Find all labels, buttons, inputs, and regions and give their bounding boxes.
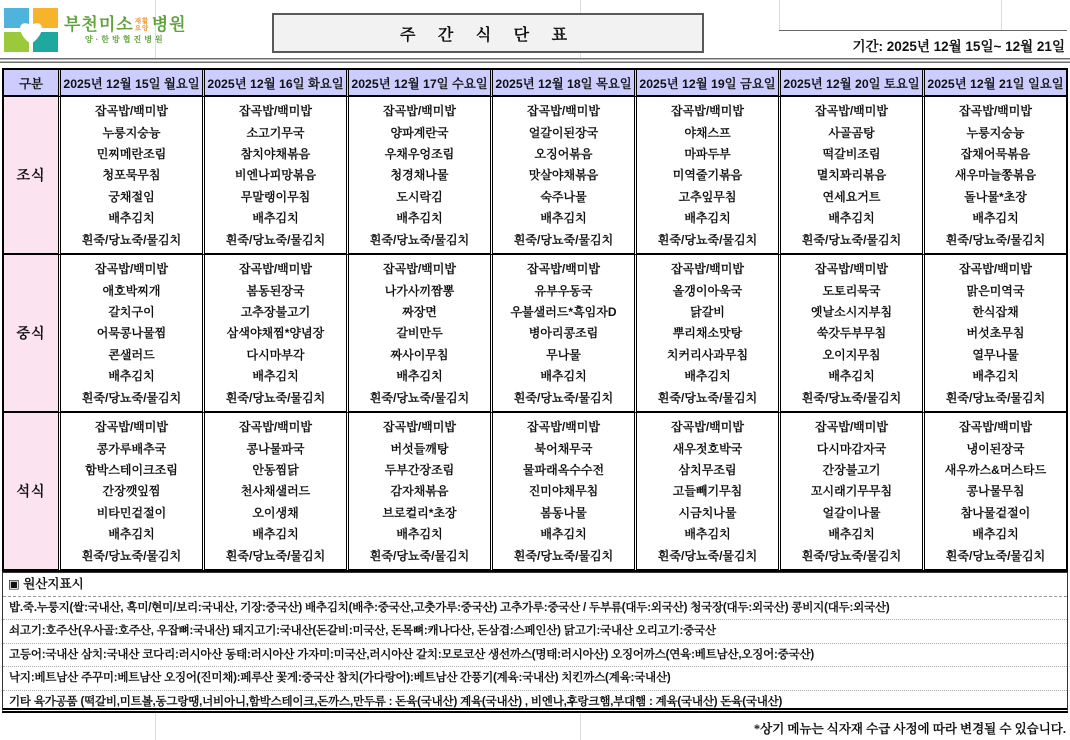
menu-cell: [202, 97, 346, 255]
menu-cell: [634, 97, 778, 255]
menu-item: 고들빼기무침: [672, 484, 743, 499]
origin-line: 밥.죽.누룽지(쌀:국내산, 흑미/현미/보리:국내산, 기장:중국산) 배추김치(배추:중국산,고춧가루:중국산) 고추가루:중국산 / 두부류(대두:외국산) 청국장(대두:외국산) 콩비지(대두:외국산): [3, 597, 1067, 620]
menu-item: 흰죽/당뇨죽/물김치: [801, 390, 902, 405]
menu-item: 열무나물: [972, 347, 1019, 362]
menu-item: 배추김치: [540, 369, 587, 384]
menu-item: 야채스프: [684, 125, 731, 140]
menu-item: 배추김치: [396, 369, 443, 384]
menu-cell: [58, 413, 202, 571]
hospital-logo: [4, 8, 187, 52]
menu-item: 잡곡밥/백미밥: [815, 104, 888, 119]
menu-item: 무말랭이무침: [240, 189, 311, 204]
menu-item: 시금치나물: [678, 505, 737, 520]
menu-item: 잡곡밥/백미밥: [95, 420, 168, 435]
menu-item: 다시마부각: [246, 347, 305, 362]
menu-item: 뿌리채소맛탕: [672, 326, 743, 341]
menu-item: 청경채나물: [390, 168, 449, 183]
menu-item: 우불샐러드*흑임자D: [510, 305, 617, 320]
menu-cell: [922, 255, 1066, 413]
menu-item: 새우젓호박국: [672, 441, 743, 456]
menu-item: 다시마감자국: [816, 441, 887, 456]
menu-cell: [778, 97, 922, 255]
origin-line: 낙지:베트남산 주꾸미:베트남산 오징어(진미채):페루산 꽃게:중국산 참치(가다랑어):베트남산 간풍기(계육:국내산) 치킨까스(계육:국내산): [3, 667, 1067, 690]
menu-item: 흰죽/당뇨죽/물김치: [945, 232, 1046, 247]
menu-item: 치커리사과무침: [666, 347, 749, 362]
origin-title: ▣ 원산지표시: [3, 573, 1067, 597]
menu-item: 잡채어묵볶음: [960, 147, 1031, 162]
menu-cell: [490, 255, 634, 413]
meal-row-label: 중식: [4, 255, 58, 413]
menu-item: 배추김치: [108, 369, 155, 384]
menu-item: 애호박찌개: [102, 283, 161, 298]
origin-line: 쇠고기:호주산(우사골:호주산, 우잡뼈:국내산) 돼지고기:국내산(돈갈비:미국산, 돈목뼈:캐나다산, 돈삼겹:스페인산) 닭고기:국내산 오리고기:중국산: [3, 620, 1067, 643]
menu-item: 짜장면: [402, 305, 437, 320]
day-header: 2025년 12월 21일 일요일: [922, 70, 1066, 97]
menu-item: 연세요거트: [822, 189, 881, 204]
menu-item: 고추장불고기: [240, 305, 311, 320]
menu-item: 북어채무국: [534, 441, 593, 456]
menu-item: 잡곡밥/백미밥: [671, 262, 744, 277]
menu-item: 봄동나물: [540, 505, 587, 520]
menu-item: 짜사이무침: [390, 347, 449, 362]
menu-item: 미역줄기볶음: [672, 168, 743, 183]
menu-item: 잡곡밥/백미밥: [527, 104, 600, 119]
menu-item: 배추김치: [684, 369, 731, 384]
menu-cell: [58, 97, 202, 255]
menu-item: 꼬시래기무무침: [810, 484, 893, 499]
menu-item: 천사채샐러드: [240, 484, 311, 499]
hospital-name-suffix: 병원: [151, 14, 187, 34]
menu-item: 배추김치: [972, 211, 1019, 226]
day-header: 2025년 12월 16일 화요일: [202, 70, 346, 97]
menu-item: 나가사끼짬뽕: [384, 283, 455, 298]
menu-item: 안동찜닭: [252, 463, 299, 478]
menu-item: 누룽지숭늉: [966, 125, 1025, 140]
menu-item: 소고기무국: [246, 125, 305, 140]
menu-item: 흰죽/당뇨죽/물김치: [513, 548, 614, 563]
menu-item: 흰죽/당뇨죽/물김치: [945, 548, 1046, 563]
menu-item: 간장깻잎찜: [102, 484, 161, 499]
menu-item: 흰죽/당뇨죽/물김치: [369, 232, 470, 247]
gridline: [155, 713, 156, 740]
menu-item: 삼치무조림: [678, 463, 737, 478]
menu-cell: [490, 97, 634, 255]
menu-item: 잡곡밥/백미밥: [959, 104, 1032, 119]
hospital-name-small: 재활요양: [134, 17, 150, 32]
menu-item: 진미야채무침: [528, 484, 599, 499]
menu-cell: [922, 413, 1066, 571]
menu-item: 배추김치: [828, 369, 875, 384]
period-label: 기간: 2025년 12월 15일~ 12월 21일: [779, 30, 1067, 58]
menu-cell: [634, 255, 778, 413]
menu-item: 간장불고기: [822, 463, 881, 478]
menu-item: 콘샐러드: [108, 347, 155, 362]
menu-item: 갈치구이: [108, 305, 155, 320]
menu-item: 흰죽/당뇨죽/물김치: [225, 390, 326, 405]
menu-item: 잡곡밥/백미밥: [239, 104, 312, 119]
menu-item: 배추김치: [108, 527, 155, 542]
menu-item: 흰죽/당뇨죽/물김치: [81, 232, 182, 247]
gridline: [580, 713, 581, 740]
menu-item: 누룽지숭늉: [102, 125, 161, 140]
origin-line: 고등어:국내산 삼치:국내산 코다리:러시아산 동태:러시아산 가자미:미국산,러시아산 갈치:모로코산 생선까스(명태:러시아산) 오징어까스(연육:베트남산,오징어:중국산): [3, 644, 1067, 667]
menu-item: 갈비만두: [396, 326, 443, 341]
menu-item: 새우까스&머스타드: [944, 463, 1047, 478]
menu-item: 배추김치: [252, 369, 299, 384]
menu-item: 배추김치: [828, 527, 875, 542]
menu-item: 잡곡밥/백미밥: [959, 420, 1032, 435]
menu-item: 새우마늘쫑볶음: [954, 168, 1037, 183]
menu-item: 흰죽/당뇨죽/물김치: [369, 548, 470, 563]
menu-item: 흰죽/당뇨죽/물김치: [225, 548, 326, 563]
table-corner-label: 구분: [4, 70, 58, 97]
menu-item: 맑은미역국: [966, 283, 1025, 298]
menu-item: 배추김치: [252, 527, 299, 542]
menu-item: 배추김치: [396, 527, 443, 542]
menu-cell: [58, 255, 202, 413]
hospital-name-block: [64, 16, 187, 44]
menu-cell: [778, 255, 922, 413]
menu-item: 감자채볶음: [390, 484, 449, 499]
origin-lines: [3, 597, 1067, 713]
menu-item: 잡곡밥/백미밥: [671, 104, 744, 119]
menu-item: 얼갈이나물: [822, 505, 881, 520]
menu-item: 오이지무침: [822, 347, 881, 362]
page-title: 주 간 식 단 표: [272, 13, 704, 53]
menu-cell: [202, 255, 346, 413]
menu-item: 어묵콩나물찜: [96, 326, 167, 341]
menu-item: 배추김치: [684, 211, 731, 226]
menu-item: 도토리묵국: [822, 283, 881, 298]
menu-item: 쑥갓두부무침: [816, 326, 887, 341]
menu-item: 떡갈비조림: [822, 147, 881, 162]
menu-item: 잡곡밥/백미밥: [671, 420, 744, 435]
menu-cell: [346, 97, 490, 255]
menu-item: 두부간장조림: [384, 463, 455, 478]
header-divider: [0, 58, 1070, 63]
menu-item: 무나물: [546, 347, 581, 362]
menu-item: 배추김치: [540, 527, 587, 542]
menu-item: 배추김치: [684, 527, 731, 542]
gridline: [779, 0, 780, 30]
menu-item: 잡곡밥/백미밥: [383, 420, 456, 435]
menu-item: 비엔나피망볶음: [234, 168, 317, 183]
menu-item: 흰죽/당뇨죽/물김치: [945, 390, 1046, 405]
menu-item: 흰죽/당뇨죽/물김치: [513, 232, 614, 247]
meal-row-label: 석식: [4, 413, 58, 571]
menu-item: 콩가루배추국: [96, 441, 167, 456]
menu-item: 잡곡밥/백미밥: [239, 420, 312, 435]
menu-item: 숙주나물: [540, 189, 587, 204]
menu-item: 올갱이아욱국: [672, 283, 743, 298]
menu-item: 사골곰탕: [828, 125, 875, 140]
menu-item: 잡곡밥/백미밥: [95, 104, 168, 119]
menu-item: 삼색야채찜*양념장: [226, 326, 325, 341]
hospital-logo-icon: [4, 8, 58, 52]
footnote: *상기 메뉴는 식자재 수급 사정에 따라 변경될 수 있습니다.: [753, 722, 1066, 736]
menu-item: 도시락김: [396, 189, 443, 204]
menu-item: 버섯들깨탕: [390, 441, 449, 456]
menu-item: 콩나물무침: [966, 484, 1025, 499]
menu-item: 오징어볶음: [534, 147, 593, 162]
menu-item: 물파래옥수수전: [522, 463, 605, 478]
menu-item: 참나물겉절이: [960, 505, 1031, 520]
menu-item: 흰죽/당뇨죽/물김치: [801, 548, 902, 563]
hospital-name-main: 부천미소: [64, 14, 134, 34]
menu-item: 배추김치: [108, 211, 155, 226]
menu-item: 잡곡밥/백미밥: [383, 262, 456, 277]
day-header: 2025년 12월 20일 토요일: [778, 70, 922, 97]
menu-item: 함박스테이크조림: [85, 463, 178, 478]
menu-item: 흰죽/당뇨죽/물김치: [225, 232, 326, 247]
day-header: 2025년 12월 15일 월요일: [58, 70, 202, 97]
menu-item: 배추김치: [540, 211, 587, 226]
menu-item: 흰죽/당뇨죽/물김치: [657, 232, 758, 247]
menu-item: 마파두부: [684, 147, 731, 162]
menu-item: 냉이된장국: [966, 441, 1025, 456]
menu-item: 잡곡밥/백미밥: [527, 420, 600, 435]
menu-item: 배추김치: [252, 211, 299, 226]
menu-item: 옛날소시지부침: [810, 305, 893, 320]
menu-item: 흰죽/당뇨죽/물김치: [513, 390, 614, 405]
menu-item: 고추잎무침: [678, 189, 737, 204]
menu-item: 잡곡밥/백미밥: [239, 262, 312, 277]
menu-item: 브로컬리*초장: [382, 505, 457, 520]
menu-item: 흰죽/당뇨죽/물김치: [657, 390, 758, 405]
gridline: [1001, 0, 1002, 30]
hospital-name: [64, 16, 187, 34]
menu-item: 잡곡밥/백미밥: [815, 262, 888, 277]
day-header: 2025년 12월 18일 목요일: [490, 70, 634, 97]
menu-item: 돌나물*초장: [964, 189, 1027, 204]
menu-item: 흰죽/당뇨죽/물김치: [369, 390, 470, 405]
menu-item: 흰죽/당뇨죽/물김치: [81, 548, 182, 563]
origin-box: [2, 572, 1068, 713]
menu-cell: [346, 413, 490, 571]
menu-item: 배추김치: [828, 211, 875, 226]
menu-item: 배추김치: [396, 211, 443, 226]
menu-item: 배추김치: [972, 369, 1019, 384]
menu-item: 양파계란국: [390, 125, 449, 140]
menu-cell: [490, 413, 634, 571]
menu-cell: [922, 97, 1066, 255]
menu-item: 버섯초무침: [966, 326, 1025, 341]
menu-item: 잡곡밥/백미밥: [815, 420, 888, 435]
menu-item: 봄동된장국: [246, 283, 305, 298]
menu-item: 흰죽/당뇨죽/물김치: [81, 390, 182, 405]
day-header: 2025년 12월 19일 금요일: [634, 70, 778, 97]
menu-item: 한식잡채: [972, 305, 1019, 320]
menu-cell: [202, 413, 346, 571]
menu-item: 오이생채: [252, 505, 299, 520]
menu-item: 민찌메란조림: [96, 147, 167, 162]
menu-item: 잡곡밥/백미밥: [95, 262, 168, 277]
menu-item: 비타민겉절이: [96, 505, 167, 520]
menu-item: 흰죽/당뇨죽/물김치: [657, 548, 758, 563]
menu-item: 배추김치: [972, 527, 1019, 542]
menu-item: 멸치꽈리볶음: [816, 168, 887, 183]
menu-cell: [346, 255, 490, 413]
origin-line: 기타 육가공품 (떡갈비,미트볼,동그랑땡,너비아니,함박스테이크,돈까스,만두류 : 돈육(국내산) 계육(국내산) , 비엔나,후랑크햄,부대햄 : 계육(국내산) 돈육(국내산): [9, 695, 783, 708]
menu-item: 흰죽/당뇨죽/물김치: [801, 232, 902, 247]
menu-cell: [778, 413, 922, 571]
day-header: 2025년 12월 17일 수요일: [346, 70, 490, 97]
menu-item: 참치야채볶음: [240, 147, 311, 162]
menu-item: 우채우엉조림: [384, 147, 455, 162]
menu-item: 닭갈비: [690, 305, 725, 320]
menu-item: 얼갈이된장국: [528, 125, 599, 140]
menu-cell: [634, 413, 778, 571]
menu-item: 병아리콩조림: [528, 326, 599, 341]
meal-row-label: 조식: [4, 97, 58, 255]
menu-item: 청포묵무침: [102, 168, 161, 183]
menu-item: 잡곡밥/백미밥: [527, 262, 600, 277]
weekly-menu-table: [2, 68, 1068, 573]
hospital-subtitle: 양·한방협진병원: [84, 34, 166, 44]
menu-item: 유부우동국: [534, 283, 593, 298]
menu-item: 맛살야채볶음: [528, 168, 599, 183]
menu-item: 궁채절임: [108, 189, 155, 204]
menu-item: 콩나물파국: [246, 441, 305, 456]
menu-item: 잡곡밥/백미밥: [383, 104, 456, 119]
menu-item: 잡곡밥/백미밥: [959, 262, 1032, 277]
